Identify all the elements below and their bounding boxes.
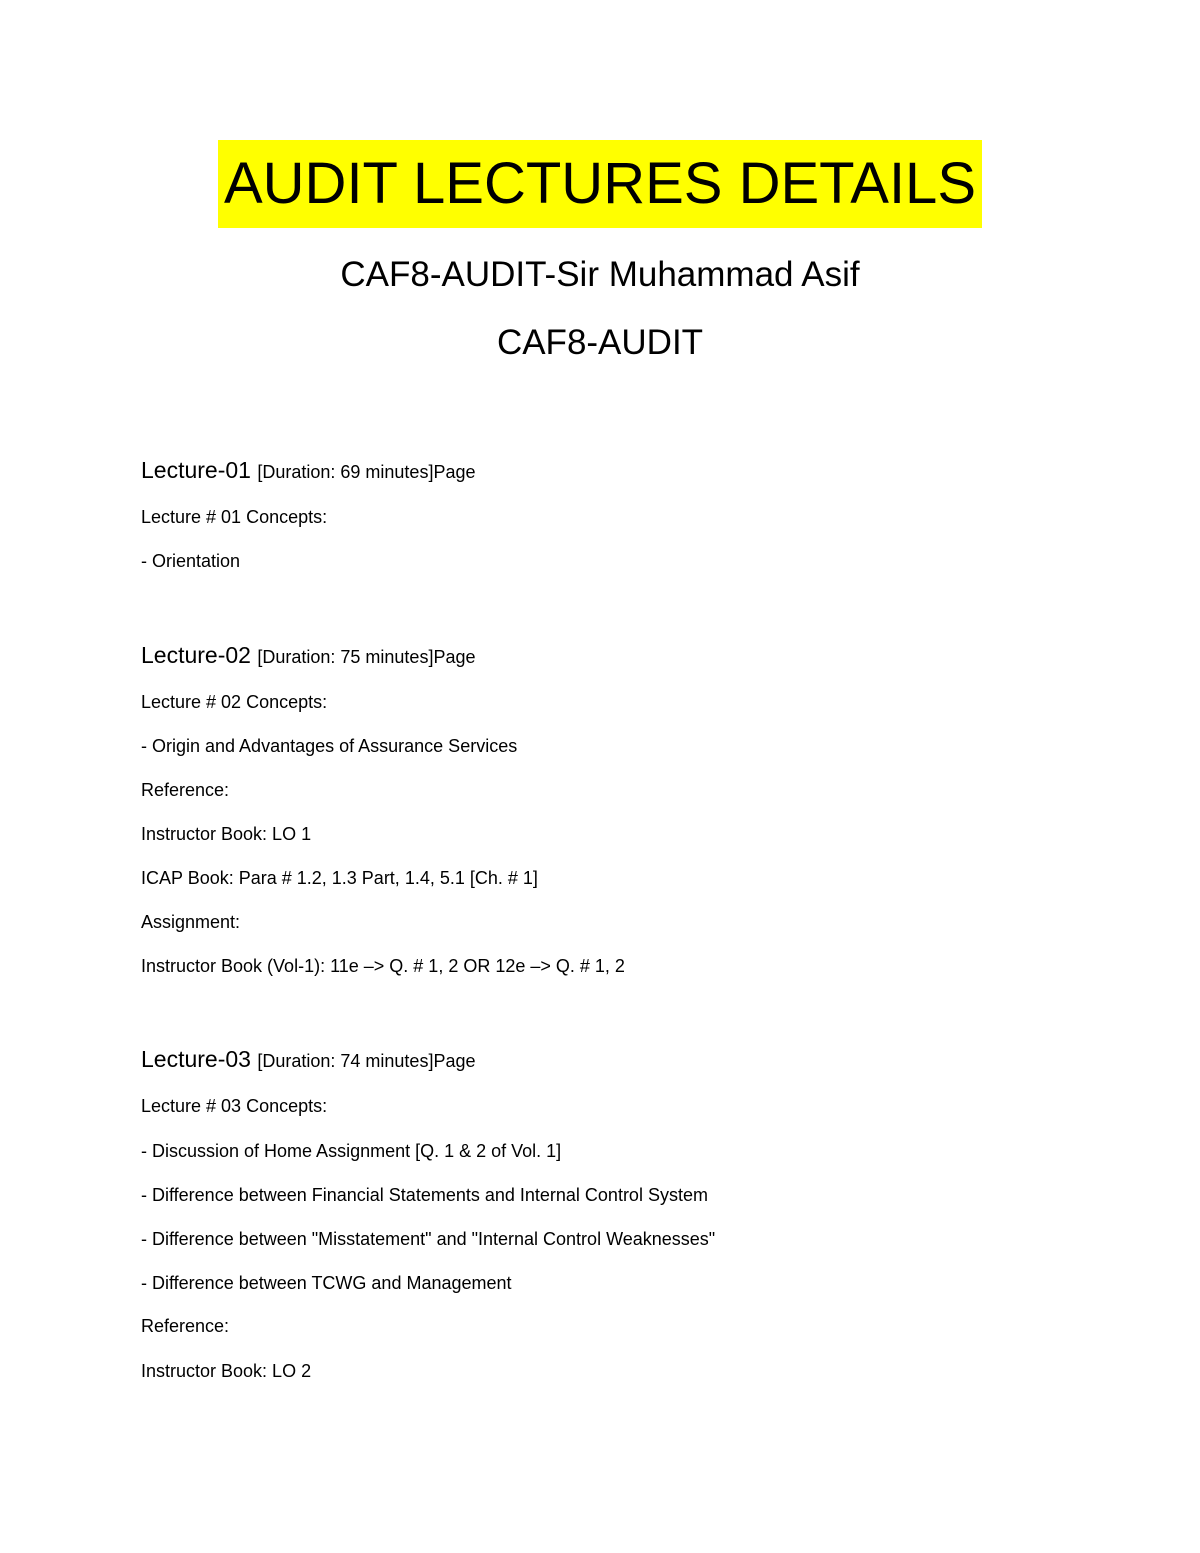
lecture-heading [141, 640, 476, 672]
title-block [0, 140, 1200, 228]
lecture-heading [141, 455, 476, 487]
lecture-heading [141, 1044, 476, 1076]
lecture-title: Lecture-02 [141, 642, 251, 668]
lecture-duration: [Duration: 69 minutes]Page [257, 462, 476, 482]
concepts-label: Lecture # 01 Concepts: [141, 507, 328, 527]
reference-item: ICAP Book: Para # 1.2, 1.3 Part, 1.4, 5.1 [Ch. # 1] [141, 868, 538, 888]
subtitle-block-1 [0, 252, 1200, 298]
course-code: CAF8-AUDIT [496, 323, 704, 362]
concept-item: - Orientation [141, 551, 241, 571]
reference-item: Instructor Book: LO 2 [141, 1361, 312, 1381]
concept-item: - Difference between TCWG and Management [141, 1273, 512, 1293]
concepts-label: Lecture # 02 Concepts: [141, 692, 328, 712]
reference-item: Instructor Book: LO 1 [141, 824, 312, 844]
reference-label: Reference: [141, 780, 230, 800]
concept-item: - Difference between "Misstatement" and "Internal Control Weaknesses" [141, 1229, 716, 1249]
concepts-label: Lecture # 03 Concepts: [141, 1096, 328, 1116]
reference-label: Reference: [141, 1316, 230, 1336]
lecture-title: Lecture-01 [141, 457, 251, 483]
concept-item: - Origin and Advantages of Assurance Services [141, 736, 518, 756]
lecture-duration: [Duration: 74 minutes]Page [257, 1051, 476, 1071]
assignment-item: Instructor Book (Vol-1): 11e –> Q. # 1, 2 OR 12e –> Q. # 1, 2 [141, 956, 625, 976]
lecture-title: Lecture-03 [141, 1046, 251, 1072]
concept-item: - Discussion of Home Assignment [Q. 1 & 2 of Vol. 1] [141, 1141, 562, 1161]
assignment-label: Assignment: [141, 912, 241, 932]
course-subtitle: CAF8-AUDIT-Sir Muhammad Asif [340, 255, 860, 294]
document-title: AUDIT LECTURES DETAILS [218, 140, 982, 228]
concept-item: - Difference between Financial Statements and Internal Control System [141, 1185, 708, 1205]
lecture-duration: [Duration: 75 minutes]Page [257, 647, 476, 667]
subtitle-block-2 [0, 320, 1200, 366]
